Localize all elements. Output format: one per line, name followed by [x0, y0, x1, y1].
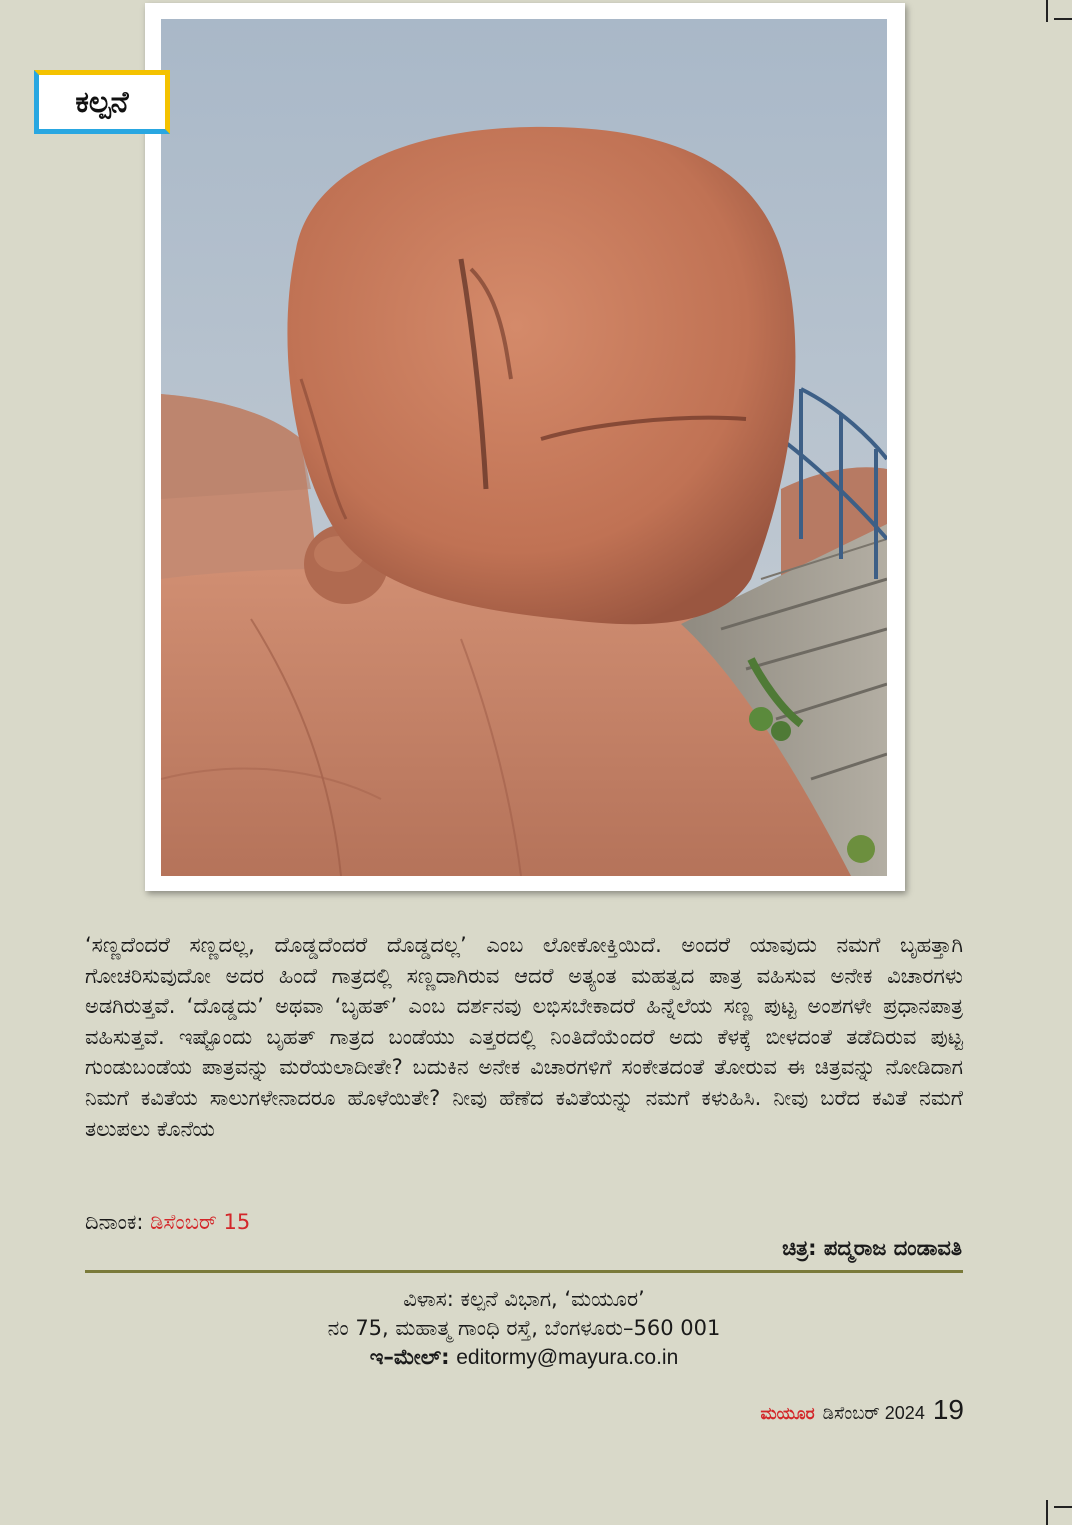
issue-date: ಡಿಸೆಂಬರ್ 2024 — [822, 1403, 925, 1423]
address-line-2: ನಂ 75, ಮಹಾತ್ಮ ಗಾಂಧಿ ರಸ್ತೆ, ಬೆಂಗಳೂರು–560 001 — [327, 1316, 721, 1340]
divider — [85, 1270, 963, 1273]
email-label: ಇ–ಮೇಲ್: — [369, 1345, 450, 1369]
deadline-label: ದಿನಾಂಕ: — [85, 1210, 144, 1234]
photo-frame — [145, 3, 905, 891]
article-paragraph: ‘ಸಣ್ಣದೆಂದರೆ ಸಣ್ಣದಲ್ಲ, ದೊಡ್ಡದೆಂದರೆ ದೊಡ್ಡದಲ್ಲ’ ಎಂಬ ಲೋಕೋಕ್ತಿಯಿದೆ. ಅಂದರೆ ಯಾವುದು ನಮಗೆ ಬೃಹತ್ತಾಗಿ ಗೋಚರಿಸುವುದೋ ಅದರ ಹಿಂದೆ ಗಾತ್ರದಲ್ಲಿ ಸಣ್ಣದಾಗಿರುವ ಆದರೆ ಅತ್ಯಂತ ಮಹತ್ವದ ಪಾತ್ರ ವಹಿಸುವ ಅನೇಕ ವಿಚಾರಗಳು ಅಡಗಿರುತ್ತವೆ. ‘ದೊಡ್ಡದು’ ಅಥವಾ ‘ಬೃಹತ್’ ಎಂಬ ದರ್ಶನವು ಲಭಿಸಬೇಕಾದರೆ ಹಿನ್ನೆಲೆಯ ಸಣ್ಣ ಪುಟ್ಟ ಅಂಶಗಳೇ ಪ್ರಧಾನಪಾತ್ರ ವಹಿಸುತ್ತವೆ. ಇಷ್ಟೊಂದು ಬೃಹತ್ ಗಾತ್ರದ ಬಂಡೆಯು ಎತ್ತರದಲ್ಲಿ ನಿಂತಿದೆಯೆಂದರೆ ಅದು ಕೆಳಕ್ಕೆ ಬೀಳದಂತೆ ತಡೆದಿರುವ ಪುಟ್ಟ ಗುಂಡುಬಂಡೆಯ ಪಾತ್ರವನ್ನು ಮರೆಯಲಾದೀತೇ? ಬದುಕಿನ ಅನೇಕ ವಿಚಾರಗಳಿಗೆ ಸಂಕೇತದಂತೆ ತೋರುವ ಈ ಚಿತ್ರವನ್ನು ನೋಡಿದಾಗ ನಿಮಗೆ ಕವಿತೆಯ ಸಾಲುಗಳೇನಾದರೂ ಹೊಳೆಯಿತೇ? ನೀವು ಹೆಣೆದ ಕವಿತೆಯನ್ನು ನಮಗೆ ಕಳುಹಿಸಿ. ನೀವು ಬರೆದ ಕವಿತೆ ನಮಗೆ ತಲುಪಲು ಕೊನೆಯ — [85, 933, 963, 1141]
email-link[interactable]: editormy@mayura.co.in — [456, 1346, 679, 1369]
crop-mark — [1046, 1500, 1048, 1525]
crop-mark — [1054, 1506, 1072, 1508]
balanced-boulder-photo — [161, 19, 887, 876]
section-tag — [34, 70, 170, 134]
article-body — [85, 930, 963, 1144]
address-line-1: ವಿಳಾಸ: ಕಲ್ಪನೆ ವಿಭಾಗ, ‘ಮಯೂರ’ — [403, 1287, 645, 1311]
deadline — [85, 1210, 250, 1235]
magazine-brand: ಮಯೂರ — [760, 1404, 815, 1424]
crop-mark — [1046, 0, 1048, 22]
page-footer — [760, 1394, 964, 1426]
section-tag-label: ಕಲ್ಪನೆ — [75, 84, 129, 120]
photo-illustration — [161, 19, 887, 876]
email-line — [85, 1343, 963, 1372]
photo-credit: ಚಿತ್ರ: ಪದ್ಮರಾಜ ದಂಡಾವತಿ — [782, 1236, 962, 1260]
address-block — [85, 1285, 963, 1372]
crop-mark — [1054, 18, 1072, 20]
deadline-date: ಡಿಸೆಂಬರ್ 15 — [150, 1210, 251, 1234]
page-number: 19 — [932, 1394, 964, 1425]
